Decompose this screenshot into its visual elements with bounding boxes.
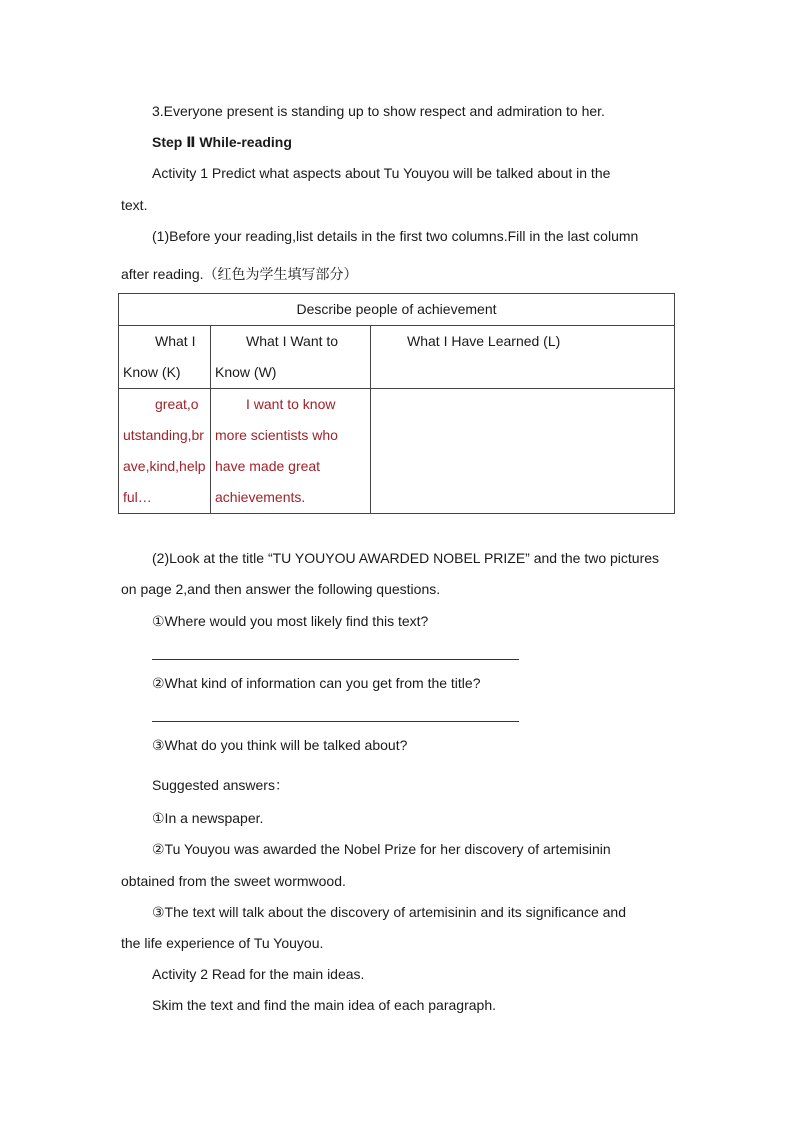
answer-2-line1: ②Tu Youyou was awarded the Nobel Prize for her discovery of artemisinin — [152, 841, 611, 857]
answer-blank-1[interactable] — [152, 659, 519, 660]
kwl-col-want: What I Want to Know (W) — [211, 326, 371, 389]
question-2: ②What kind of information can you get from the title? — [152, 675, 481, 691]
intro-line-3: 3.Everyone present is standing up to show respect and admiration to her. — [152, 103, 605, 119]
kwl-table — [118, 293, 675, 514]
task1-line2: after reading.（红色为学生填写部分） — [121, 266, 358, 282]
question-3: ③What do you think will be talked about? — [152, 737, 408, 753]
task2-line2: on page 2,and then answer the following questions. — [121, 581, 441, 597]
activity2-title: Activity 2 Read for the main ideas. — [152, 966, 365, 982]
answer-2-line2: obtained from the sweet wormwood. — [121, 873, 346, 889]
task1-line1: (1)Before your reading,list details in the first two columns.Fill in the last column — [152, 228, 639, 244]
kwl-table-header: Describe people of achievement — [119, 294, 675, 326]
activity1-title-line1: Activity 1 Predict what aspects about Tu Youyou will be talked about in the — [152, 165, 611, 181]
activity2-instruction: Skim the text and find the main idea of each paragraph. — [152, 997, 496, 1013]
task2-line1: (2)Look at the title “TU YOUYOU AWARDED NOBEL PRIZE” and the two pictures — [152, 550, 660, 566]
answer-3-line1: ③The text will talk about the discovery of artemisinin and its significance and — [152, 904, 627, 920]
step-heading: Step Ⅱ While-reading — [152, 134, 292, 150]
suggested-answers-label: Suggested answers： — [152, 777, 289, 793]
kwl-col-know: What I Know (K) — [119, 326, 211, 389]
answer-1: ①In a newspaper. — [152, 810, 264, 826]
kwl-answer-want: I want to know more scientists who have made great achievements. — [211, 389, 371, 514]
question-1: ①Where would you most likely find this text? — [152, 613, 429, 629]
answer-3-line2: the life experience of Tu Youyou. — [121, 935, 324, 951]
kwl-answer-know: great,outstanding,brave,kind,helpful… — [119, 389, 211, 514]
answer-blank-2[interactable] — [152, 721, 519, 722]
activity1-title-line2: text. — [121, 197, 148, 213]
kwl-answer-learned[interactable] — [371, 389, 675, 514]
kwl-col-learned: What I Have Learned (L) — [371, 326, 675, 389]
